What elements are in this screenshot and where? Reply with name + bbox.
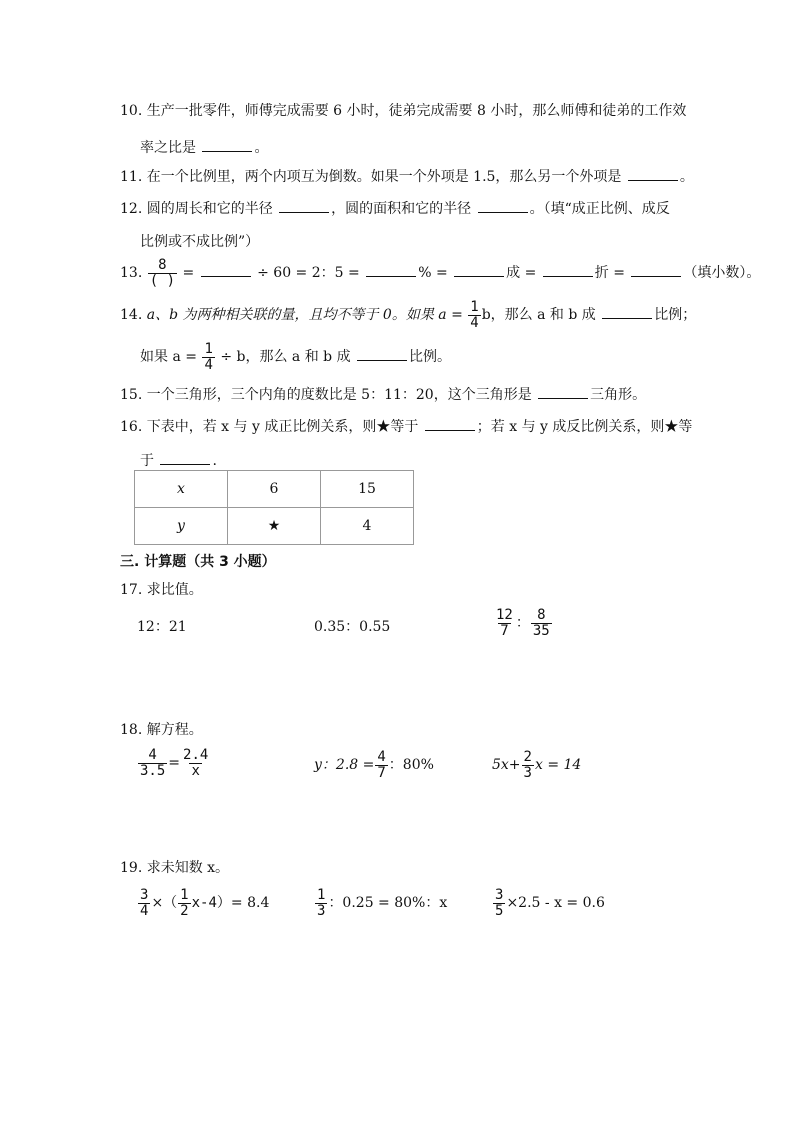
q16-text-b: ；若 x 与 y 成反比例关系，则★等 [476,419,693,435]
q19-text-3a: ×2.5 - x = 0.6 [506,895,605,912]
q17-label: 17. 求比值。 [120,582,203,598]
q18-den-3: 7 [377,764,386,781]
q18-text-3a: 5x+ [492,757,521,774]
q19-den-1: 4 [140,902,149,919]
q14-text-f: ÷ b，那么 a 和 b 成 [220,349,351,366]
q14-text-d: 比例； [654,307,697,324]
q17-expr-3 [493,608,553,638]
q13-num: 8 [158,257,167,273]
q16-line2 [140,450,217,470]
q19-num-4: 3 [495,887,504,903]
q18-text-2a: y：2.8 = [314,757,375,774]
table-row [135,471,414,508]
q14-den-1: 4 [470,314,479,331]
q12-text-b: ，圆的面积和它的半径 [331,201,472,217]
q16-text-d: . [212,453,217,469]
q18-expr-3 [492,750,581,780]
q14-text-b: a、b 为两种相关联的量，且均不等于 0。如果 a = [146,307,463,324]
q17-den-2: 35 [532,622,550,639]
table-cell: ★ [228,508,321,545]
q13-text-2: ÷ 60 = 2：5 = [257,265,360,282]
q19-den-3: 3 [317,902,326,919]
q14-line2 [140,342,451,372]
q13-blank-2[interactable] [366,264,416,277]
q14-label: 14. [120,307,143,324]
table-cell: x [135,471,228,508]
q19-text-2a: ：0.25 = 80%：x [328,895,448,912]
q14-line1 [120,300,696,330]
q14-den-2: 4 [204,356,213,373]
q19-text-1a: ×（ [151,895,178,912]
table-cell: 4 [321,508,414,545]
q11 [120,168,694,184]
q19-expr-3 [492,888,605,918]
q12-text-c: 。（填“成正比例、成反 [529,201,670,217]
q17-num-1: 12 [496,607,513,623]
q16-blank-1[interactable] [425,418,475,431]
q11-end: 。 [679,169,694,185]
q19-frac-3 [315,888,327,918]
q13-text-5: 折 = [594,265,625,282]
q15-end: 三角形。 [590,387,647,403]
q14-text-g: 比例。 [409,349,452,366]
q18-expr-2 [314,750,434,780]
q14-num-1: 1 [470,299,479,315]
q13-blank-3[interactable] [454,264,504,277]
q19-den-4: 5 [495,902,504,919]
q14-blank-2[interactable] [357,348,407,361]
q18-num-1: 4 [148,747,157,763]
q13-fraction [148,258,177,288]
q18-num-2: 2.4 [183,747,209,763]
table-row [135,508,414,545]
q16-blank-2[interactable] [160,452,210,465]
q10-text: 率之比是 [140,140,196,156]
q17-expr-1: 12：21 [137,619,187,635]
q19-expr-2 [314,888,447,918]
table-cell: 15 [321,471,414,508]
table-cell: 6 [228,471,321,508]
q13-blank-1[interactable] [201,264,251,277]
q15-blank[interactable] [538,386,588,399]
q16-line1 [120,418,692,434]
q12-blank-1[interactable] [279,200,329,213]
q19-expr-1 [137,888,269,918]
q13-blank-4[interactable] [543,264,593,277]
q12-text-a: 12. 圆的周长和它的半径 [120,201,273,217]
q13-text-4: 成 = [506,265,537,282]
q14-text-e: 如果 a = [140,349,197,366]
q18-frac-3 [375,750,387,780]
q18-expr-1 [137,748,211,778]
q13-text-6: （填小数）。 [683,265,761,282]
q14-fraction-1 [468,300,480,330]
q19-frac-1 [138,888,150,918]
q16-text-a: 16. 下表中，若 x 与 y 成正比例关系，则★等于 [120,419,419,435]
q11-blank[interactable] [628,168,678,181]
q14-blank-1[interactable] [602,306,652,319]
q19-frac-2 [178,888,190,918]
q18-label: 18. 解方程。 [120,722,203,738]
q19-num-1: 3 [140,887,149,903]
q16-text-c: 于 [140,453,154,469]
q18-text-2b: ：80% [388,757,434,774]
q18-num-4: 2 [523,749,532,765]
q13-text-3: % = [418,265,448,282]
q19-text-1b: x-4 [191,895,217,912]
q14-text-c: b，那么 a 和 b 成 [481,307,596,324]
q11-text: 11. 在一个比例里，两个内项互为倒数。如果一个外项是 1.5，那么另一个外项是 [120,169,622,185]
q17-frac-2 [531,608,552,638]
q13 [120,258,760,288]
q12-line2: 比例或不成比例”） [140,234,260,250]
q13-eq: = [182,265,195,282]
q18-den-2: x [191,762,200,779]
q19-den-2: 2 [180,902,189,919]
q17-sep: ： [515,615,530,632]
q17-num-2: 8 [537,607,546,623]
q18-frac-4 [522,750,534,780]
q10-end: 。 [254,140,269,156]
q18-text-3b: x = 14 [534,757,582,774]
q18-den-4: 3 [523,764,532,781]
q13-blank-5[interactable] [631,264,681,277]
q19-frac-4 [493,888,505,918]
q18-frac-2 [181,748,210,778]
section-title: 三. 计算题（共 3 小题） [120,554,276,570]
q13-label: 13. [120,265,143,282]
q17-expr-2: 0.35：0.55 [314,619,391,635]
q19-num-3: 1 [317,887,326,903]
q18-frac-1 [138,748,167,778]
q18-eq: = [168,755,181,772]
q15 [120,386,646,402]
q13-den: ( ) [149,272,176,289]
q10-line1: 10. 生产一批零件，师傅完成需要 6 小时，徒弟完成需要 8 小时，那么师傅和徒弟的工作效 [120,103,687,119]
q12 [120,200,670,216]
q10-blank[interactable] [202,139,252,152]
q16-table [134,470,414,545]
table-cell: y [135,508,228,545]
q19-label: 19. 求未知数 x。 [120,860,230,876]
q19-num-2: 1 [180,887,189,903]
q10-line2 [140,137,268,157]
q17-den-1: 7 [500,622,509,639]
q14-fraction-2 [202,342,214,372]
q17-frac-1 [494,608,515,638]
q12-blank-2[interactable] [478,200,528,213]
q15-text: 15. 一个三角形，三个内角的度数比是 5：11：20，这个三角形是 [120,387,532,403]
q18-num-3: 4 [377,749,386,765]
q19-text-1c: ）= 8.4 [216,895,270,912]
q18-den-1: 3.5 [140,762,166,779]
q14-num-2: 1 [204,341,213,357]
